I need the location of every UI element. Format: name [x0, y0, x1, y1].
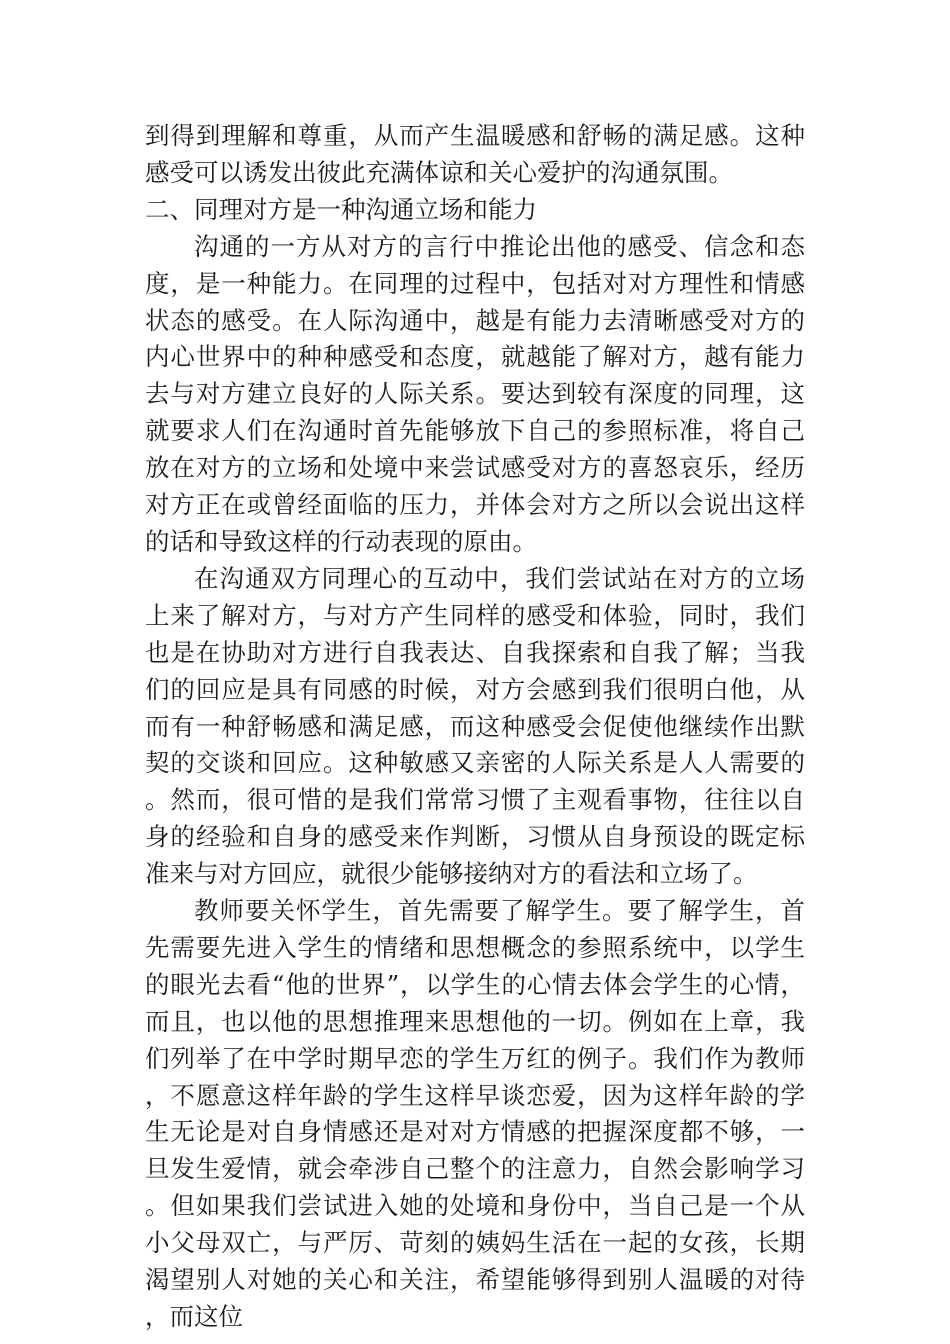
body-paragraph: 在沟通双方同理心的互动中，我们尝试站在对方的立场上来了解对方，与对方产生同样的感受和体验，同时，我们也是在协助对方进行自我表达、自我探索和自我了解；当我们的回应是具有同感的时候，对方会感到我们很明白他，从而有一种舒畅感和满足感，而这种感受会促使他继续作出默契的交谈和回应。这种敏感又亲密的人际关系是人人需要的。然而，很可惜的是我们常常习惯了主观看事物，往往以自身的经验和自身的感受来作判断，习惯从自身预设的既定标准来与对方回应，就很少能够接纳对方的看法和立场了。 [145, 563, 805, 889]
continuation-paragraph: 到得到理解和尊重，从而产生温暖感和舒畅的满足感。这种感受可以诱发出彼此充满体谅和关心爱护的沟通氛围。 [145, 121, 805, 187]
document-body [145, 118, 805, 1336]
section-heading: 二、同理对方是一种沟通立场和能力 [145, 194, 537, 224]
body-paragraph: 沟通的一方从对方的言行中推论出他的感受、信念和态度，是一种能力。在同理的过程中，包括对对方理性和情感状态的感受。在人际沟通中，越是有能力去清晰感受对方的内心世界中的种种感受和态度，就越能了解对方，越有能力去与对方建立良好的人际关系。要达到较有深度的同理，这就要求人们在沟通时首先能够放下自己的参照标准，将自己放在对方的立场和处境中来尝试感受对方的喜怒哀乐，经历对方正在或曾经面临的压力，并体会对方之所以会说出这样的话和导致这样的行动表现的原由。 [145, 231, 805, 556]
body-paragraph: 教师要关怀学生，首先需要了解学生。要了解学生，首先需要先进入学生的情绪和思想概念的参照系统中，以学生的眼光去看“他的世界”，以学生的心情去体会学生的心情，而且，也以他的思想推理来思想他的一切。例如在上章，我们列举了在中学时期早恋的学生万红的例子。我们作为教师，不愿意这样年龄的学生这样早谈恋爱，因为这样年龄的学生无论是对自身情感还是对对方情感的把握深度都不够，一旦发生爱情，就会牵涉自己整个的注意力，自然会影响学习。但如果我们尝试进入她的处境和身份中，当自己是一个从小父母双亡，与严厉、苛刻的姨妈生活在一起的女孩，长期渴望别人对她的关心和关注，希望能够得到别人温暖的对待，而这位 [145, 896, 805, 1331]
